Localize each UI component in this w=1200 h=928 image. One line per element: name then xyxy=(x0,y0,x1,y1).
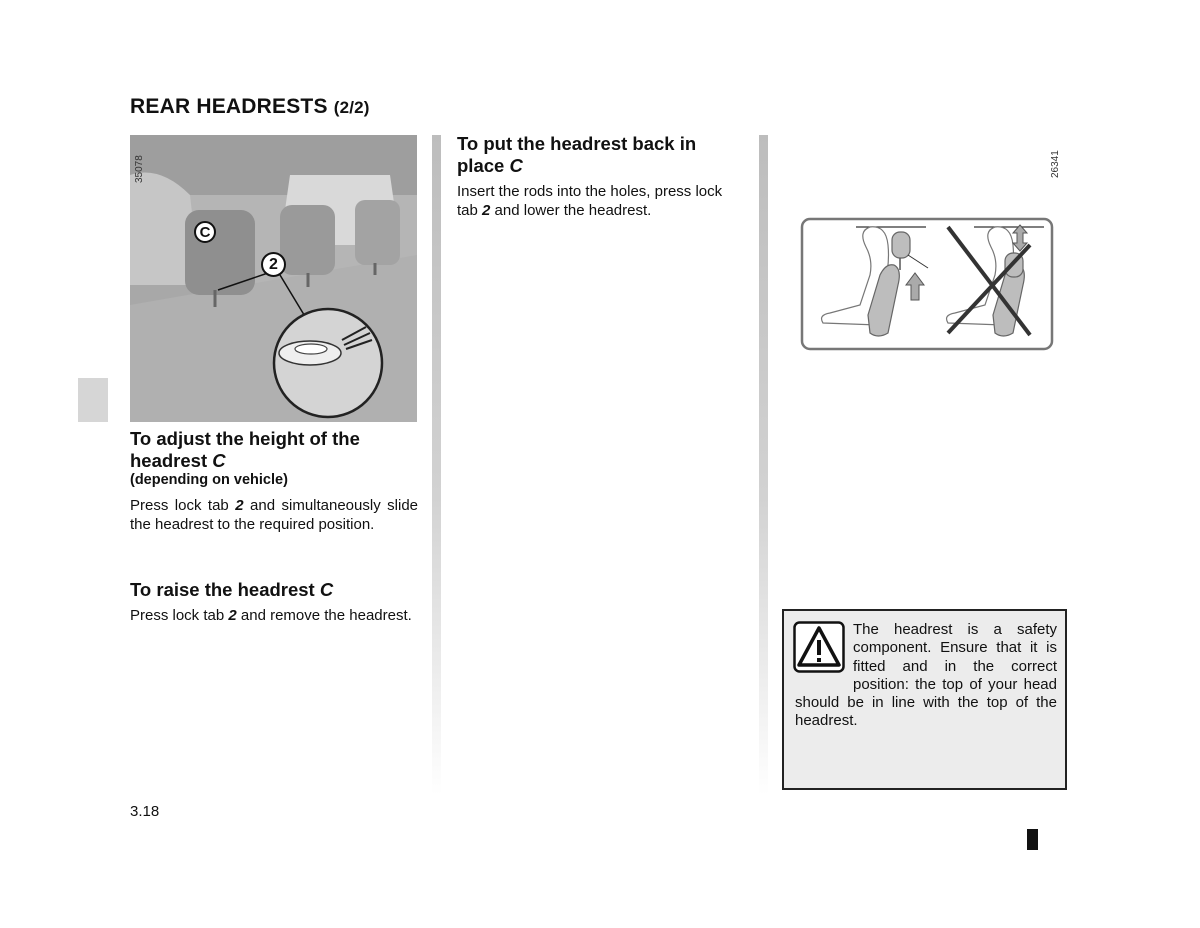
page-title-part: (2/2) xyxy=(333,98,370,117)
page-title xyxy=(130,95,370,119)
diagram-image-code: 26341 xyxy=(1050,150,1061,178)
headrest-position-drawing xyxy=(798,215,1056,353)
page-title-text: REAR HEADRESTS xyxy=(130,95,328,118)
warning-box xyxy=(782,609,1067,790)
warning-text: The headrest is a safety component. Ensure that it is fitted and in the correct position: the top of your head should be in line with the top of the headrest. xyxy=(795,621,1057,730)
raise-body-ref: 2 xyxy=(228,607,237,624)
page-edge-marker xyxy=(1027,829,1038,850)
adjust-heading-text: To adjust the height of the headrest xyxy=(130,428,360,471)
replace-heading-text: To put the headrest back in place xyxy=(457,133,697,176)
adjust-body-ref: 2 xyxy=(235,497,244,514)
photo-callout-c: C xyxy=(194,221,216,243)
page-number: 3.18 xyxy=(130,803,160,820)
replace-body-text: Insert the rods into the holes, press lock tab xyxy=(457,183,723,219)
warning-text-block xyxy=(795,621,1057,731)
photo-code-wrapper xyxy=(134,143,148,183)
adjust-heading-ref: C xyxy=(212,450,226,471)
adjust-subheading: (depending on vehicle) xyxy=(130,472,288,488)
raise-body-text-end: and remove the headrest. xyxy=(236,607,412,624)
column-divider-right xyxy=(759,135,768,795)
replace-heading-ref: C xyxy=(509,155,523,176)
adjust-heading xyxy=(130,428,420,488)
adjust-body-text: Press lock tab xyxy=(130,497,236,514)
adjust-body xyxy=(130,497,418,534)
photo-image-code: 35078 xyxy=(134,155,145,183)
column-divider-left xyxy=(432,135,441,795)
replace-heading xyxy=(457,133,747,177)
raise-heading xyxy=(130,579,420,601)
adjust-body-text-end: and simultaneously slide the headrest to the required position. xyxy=(130,497,418,533)
chapter-side-tab xyxy=(78,378,108,422)
raise-body xyxy=(130,607,418,626)
headrest-photo-drawing xyxy=(130,135,417,422)
replace-body xyxy=(457,183,747,220)
adjust-heading-title xyxy=(130,428,420,472)
diagram-code-wrapper xyxy=(1050,140,1064,180)
raise-heading-ref: C xyxy=(319,579,334,600)
headrest-photo xyxy=(130,135,417,422)
raise-heading-text: To raise the headrest xyxy=(130,579,320,600)
replace-body-text-end: and lower the headrest. xyxy=(490,201,652,219)
photo-callout-2: 2 xyxy=(261,252,286,277)
warning-icon-spacer xyxy=(795,621,853,685)
headrest-position-diagram xyxy=(798,215,1056,353)
replace-body-ref: 2 xyxy=(482,201,491,219)
raise-body-text: Press lock tab xyxy=(130,607,229,624)
